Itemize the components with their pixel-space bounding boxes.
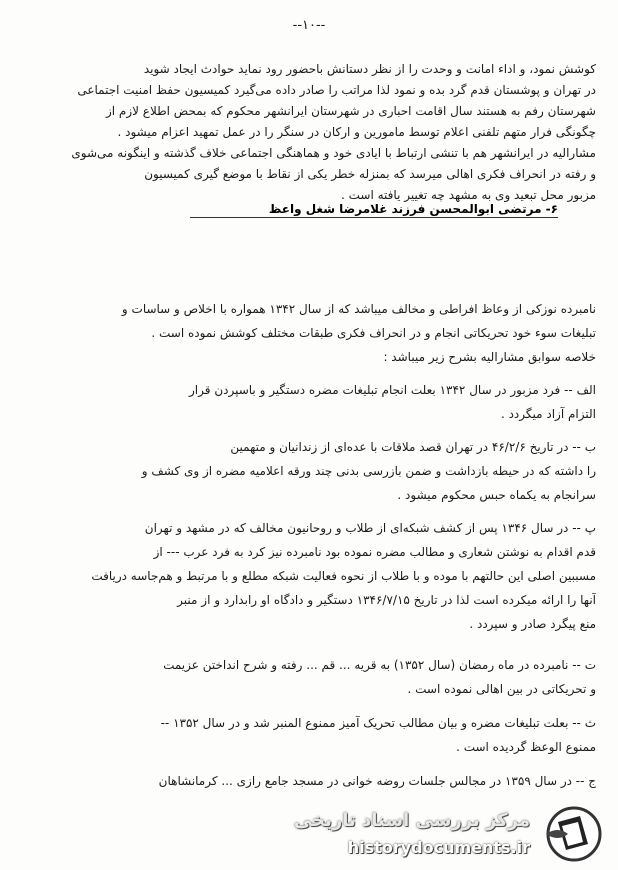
paragraph-1-line: چگونگی فرار متهم تلفنی اعلام توسط مامورین و ارکان در سنگر را در عمل تمهید اعزام میشود . (117, 125, 596, 139)
paragraph-1-line: شهرستان رفم به هستند سال اقامت احباری در شهرستان ایرانشهر محکوم که بمحض اطلاع لازم از (105, 104, 596, 118)
item-pe-line: آنها را ارائه میکرده است لذا در تاریخ ۱۳۴۶/۷/۱۵ دستگیر و دادگاه او رابدارد و از منبر (177, 593, 596, 607)
watermark-org-name: مرکز بررسی اسناد تاریخی (293, 810, 530, 831)
item-jim-line: ج -- در سال ۱۳۵۹ در مجالس جلسات روضه خوانی در مسجد جامع رازی ... کرمانشاهان (158, 774, 596, 788)
item-te-line: ت -- نامبرده در ماه رمضان (سال ۱۳۵۲) به قریه ... قم ... رفته و شرح انداختن عزیمت (163, 658, 596, 672)
item-pe-line: مسببین اصلی این حالتهم با موده و با طلاب از نحوه فعالیت شبکه مطلع و با مرتبط و هم‌جاسه دریافت (91, 569, 596, 583)
paragraph-1-line: در تهران و پوشستان قدم گرد بده و نمود لذا مراتب را صادر داده می‌گیرد کمیسیون حفظ امنیت اجتماعی (77, 83, 596, 97)
watermark-url: historydocuments.ir (347, 838, 530, 857)
item-pe-line: منع پیگرد صادر و سپردد . (469, 617, 596, 631)
item-se-line: ث -- بعلت تبلیغات مضره و بیان مطالب تحریک آمیز ممنوع المنبر شد و در سال ۱۳۵۲ -- (160, 716, 596, 730)
paragraph-1-line: و رفته در انحراف فکری اهالی میرسد که بمنزله خطر یکی از نقاط با موضع گیری کمیسیون (144, 167, 596, 181)
item-alef-line: الف -- فرد مزبور در سال ۱۳۴۲ بعلت انجام تبلیغات مضره دستگیر و باسپردن قرار (189, 383, 596, 397)
paragraph-2-line: تبلیغات سوء خود تحریکاتی انجام و در انحراف فکری طبقات مختلف کوشش نموده است . (151, 326, 596, 340)
item-be-line: سرانجام به یکماه حبس محکوم میشود . (397, 488, 596, 502)
document-center-logo-icon (538, 804, 606, 864)
item-alef-line: التزام آزاد میگردد . (500, 407, 596, 421)
page-number: --۱۰-- (292, 18, 326, 33)
item-be-line: ب -- در تاریخ ۴۶/۲/۶ در تهران قصد ملاقات با عده‌ای از زندانیان و متهمین (230, 440, 596, 454)
section-heading: ۶- مرتضی ابوالمحسن فرزند غلامرضا شغل واعظ (190, 202, 558, 218)
item-pe-line: قدم اقدام به نوشتن شعاری و مطالب مضره نموده بود نامبرده نیز کرد به فرد عرب --- از (153, 545, 596, 559)
item-be-line: را داشته که در حیطه بازداشت و ضمن بازرسی بدنی چند ورقه اعلامیه مضره از وی کشف و (141, 464, 596, 478)
item-te-line: و تحریکاتی در بین اهالی نموده است . (407, 682, 596, 696)
item-pe-line: پ -- در سال ۱۳۴۶ پس از کشف شبکه‌ای از طلاب و روحانیون مخالف که در مشهد و تهران (144, 521, 596, 535)
paragraph-2-line: خلاصه سوابق مشارالیه بشرح زیر میباشد : (383, 350, 596, 364)
item-se-line: ممنوع الوعظ گردیده است . (456, 740, 596, 754)
paragraph-2-line: نامبرده نوزکی از وعاظ افراطی و مخالف میباشد که از سال ۱۳۴۲ همواره با اخلاص و ساسات و (121, 302, 596, 316)
paragraph-1-line: مزبور محل تبعید وی به مشهد چه تغییر یافته است . (341, 188, 596, 202)
paragraph-1-line: مشارالیه در ایرانشهر هم با تنشی ارتباط با ایادی خود و هماهنگی اجتماعی خلاف گذشته و اینگونه می‌شوی (71, 146, 596, 160)
paragraph-1-line: کوشش نمود، و اداء امانت و وحدت را از نظر دستانش باحضور رود نماید حوادث ایجاد شوید (143, 62, 596, 76)
